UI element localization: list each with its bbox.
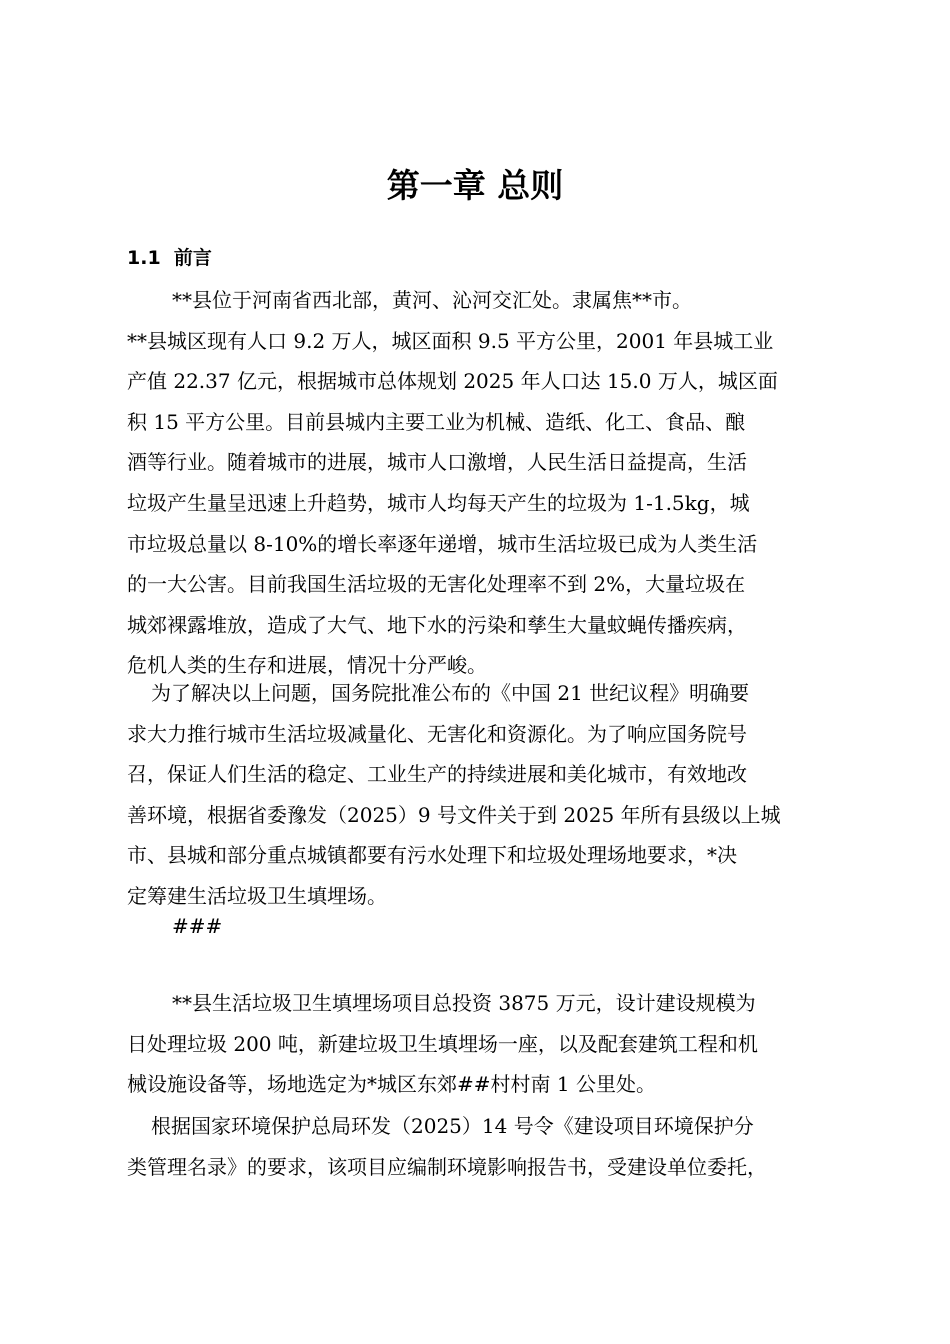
section-number: 1.1 [127, 247, 161, 269]
text-line: 善环境，根据省委豫发（2025）9 号文件关于到 2025 年所有县级以上城 [127, 802, 781, 827]
paragraph-placeholder [127, 906, 827, 947]
text-line: 定筹建生活垃圾卫生填埋场。 [127, 883, 387, 908]
text-line: 城郊裸露堆放，造成了大气、地下水的污染和孳生大量蚊蝇传播疾病， [127, 612, 747, 637]
text-line: 积 15 平方公里。目前县城内主要工业为机械、造纸、化工、食品、酿 [127, 409, 746, 434]
text-line: 为了解决以上问题，国务院批准公布的《中国 21 世纪议程》明确要 [151, 681, 750, 705]
paragraph-investment [127, 983, 827, 1105]
text-line: 械设施设备等，场地选定为*城区东郊##村村南 1 公里处。 [127, 1072, 656, 1097]
text-line: 产值 22.37 亿元，根据城市总体规划 2025 年人口达 15.0 万人，城区面 [127, 369, 778, 394]
text-line: 的一大公害。目前我国生活垃圾的无害化处理率不到 2%，大量垃圾在 [127, 572, 746, 597]
text-line: 根据国家环境保护总局环发（2025）14 号令《建设项目环境保护分 [151, 1114, 754, 1138]
text-line: 市垃圾总量以 8-10%的增长率逐年递增，城市生活垃圾已成为人类生活 [127, 531, 758, 556]
text-line: 求大力推行城市生活垃圾减量化、无害化和资源化。为了响应国务院号 [127, 721, 747, 746]
chapter-title: 第一章 总则 [386, 166, 564, 205]
text-line: 类管理名录》的要求，该项目应编制环境影响报告书，受建设单位委托， [127, 1154, 767, 1179]
section-title: 前言 [173, 247, 212, 269]
paragraph-regulation [127, 1106, 827, 1187]
section-heading [127, 244, 212, 272]
paragraph-intro [127, 280, 827, 686]
text-line: 酒等行业。随着城市的进展，城市人口激增，人民生活日益提高，生活 [127, 450, 747, 475]
paragraph-background [127, 673, 827, 917]
text-line: 垃圾产生量呈迅速上升趋势，城市人均每天产生的垃圾为 1-1.5kg，城 [127, 490, 750, 515]
text-line: 危机人类的生存和进展，情况十分严峻。 [127, 653, 487, 678]
text-line: **县生活垃圾卫生填埋场项目总投资 3875 万元，设计建设规模为 [172, 991, 756, 1015]
text-line: 日处理垃圾 200 吨，新建垃圾卫生填埋场一座，以及配套建筑工程和机 [127, 1031, 758, 1056]
text-line: 召，保证人们生活的稳定、工业生产的持续进展和美化城市，有效地改 [127, 762, 747, 787]
text-line: ### [172, 914, 223, 938]
text-line: **县位于河南省西北部，黄河、沁河交汇处。隶属焦**市。 [172, 288, 692, 312]
text-line: **县城区现有人口 9.2 万人，城区面积 9.5 平方公里，2001 年县城工业 [127, 328, 774, 353]
text-line: 市、县城和部分重点城镇都要有污水处理下和垃圾处理场地要求，*决 [127, 843, 737, 868]
